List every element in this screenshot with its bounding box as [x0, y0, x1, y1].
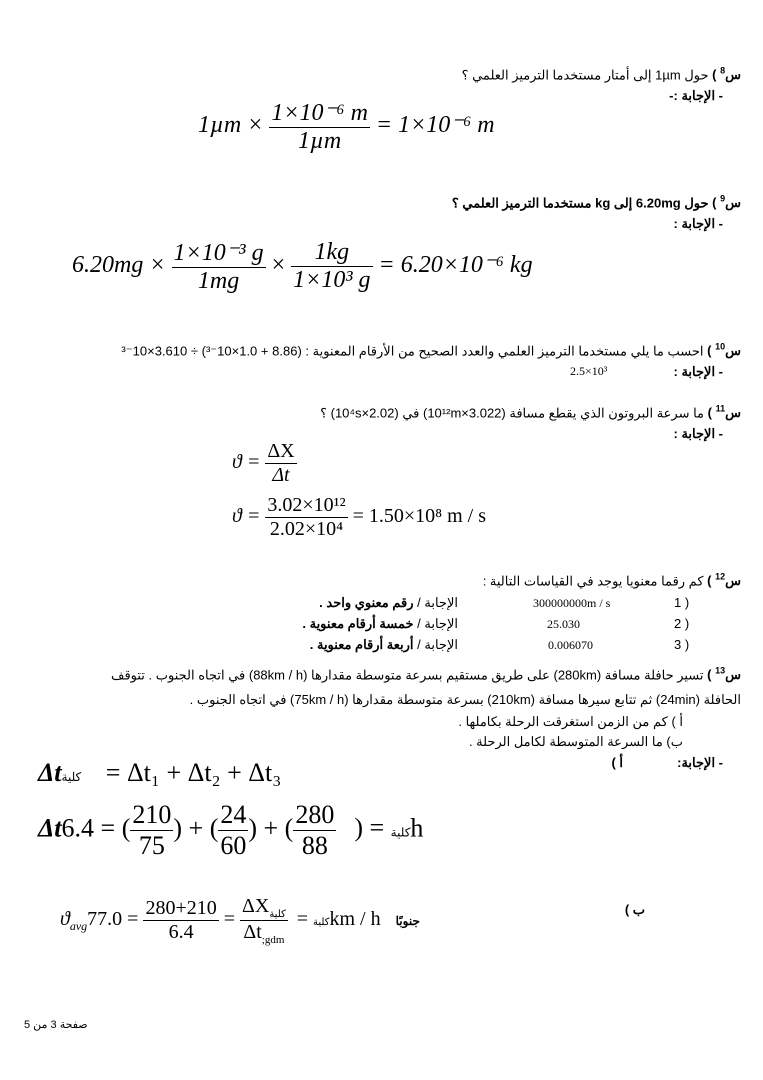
q11-answer-label: - الإجابة :: [673, 426, 723, 441]
q13-equation-1: Δtكلية = Δt₁ + Δt₂ + Δt₃: [38, 758, 282, 787]
q10-answer: 2.5×10³: [570, 364, 608, 378]
q13-answer-label: - الإجابة:: [677, 755, 723, 770]
q12-item-3-answer: الإجابة / أربعة أرقام معنوية .: [309, 637, 458, 652]
q13-question-line-2: الحافلة (24min) ثم تتابع سيرها مسافة (210km) بسرعة متوسطة مقدارها (75km / h) في اتجاه الجنوب .: [189, 692, 741, 707]
q12-item-1-number: 1 ): [674, 595, 690, 610]
page-footer: صفحة 3 من 5: [24, 1019, 88, 1031]
q11-equation-2: ϑ = $\frac{\text{3.02×10¹²}}{\text{2.02×10⁴}}$ = 1.50×10⁸ m / s: [232, 494, 487, 540]
q8-text: حول 1µm إلى أمتار مستخدما الترميز العلمي ؟: [461, 67, 709, 83]
q8-equation: 1µm × $\frac{\text{1×10⁻⁶ m}}{\text{1µm}}$ = 1×10⁻⁶ m: [198, 100, 495, 154]
q11-text: ما سرعة البروتون الذي يقطع مسافة (3.022×10¹²m) في (2.02×10⁴s) ؟: [320, 405, 705, 421]
q13-a-label: أ ): [611, 755, 623, 770]
q10-text: احسب ما يلي مستخدما الترميز العلمي والعدد الصحيح من الأرقام المعنوية : (8.86 + 1.0×10⁻³) ÷ 3.610×10⁻³: [121, 343, 704, 359]
q9-answer-label: - الإجابة :: [673, 216, 723, 231]
q8-question: [462, 66, 741, 83]
q8-number: س$^8$ ): [712, 66, 741, 83]
q12-item-2-value: 25.030: [547, 617, 580, 631]
q13-question-line-1: س$^{13}$ ) تسير حافلة مسافة (280km) على طريق مستقيم بسرعة متوسطة مقدارها (88km / h) في اتجاه الجنوب . تتوقف: [110, 666, 741, 683]
q12-question: س$^{12}$ ) كم رقما معنويا يوجد في القياسات التالية :: [482, 572, 741, 589]
q12-item-2-answer: الإجابة / خمسة أرقام معنوية .: [302, 616, 458, 631]
q12-item-2-number: 2 ): [674, 616, 690, 631]
q9-text: حول 6.20mg إلى kg مستخدما الترميز العلمي ؟: [451, 195, 709, 211]
q12-item-3-number: 3 ): [674, 637, 690, 652]
q9-question: س$^9$ ) حول 6.20mg إلى kg مستخدما الترميز العلمي ؟: [451, 194, 741, 211]
q10-answer-label: - الإجابة :: [673, 364, 723, 379]
q13-part-a: أ ) كم من الزمن استغرقت الرحلة بكاملها .: [458, 714, 683, 729]
q11-equation-1: ϑ = $\frac{\Delta X}{\Delta t}$: [232, 440, 295, 486]
q12-item-3-value: 0.006070: [548, 638, 593, 652]
q10-question: س$^{10}$ ) احسب ما يلي مستخدما الترميز العلمي والعدد الصحيح من الأرقام المعنوية : (8.86 + 1.0×10⁻³) ÷ 3.610×10⁻³: [121, 342, 741, 359]
q12-text: كم رقما معنويا يوجد في القياسات التالية :: [482, 573, 704, 589]
q13-b-label: ب ): [624, 902, 645, 917]
q13-part-b: ب) ما السرعة المتوسطة لكامل الرحلة .: [468, 734, 683, 749]
q8-answer-label: - الإجابة :-: [669, 88, 723, 103]
q13-equation-2: Δt كلية = ( $\frac{280}{88}$ ) + ( $\frac{24}{60}$ ) + ( $\frac{210}{75}$ ) = 6.4h: [38, 800, 424, 860]
q13-equation-b: $ϑ_{avg}$ كلية = $\frac{\Delta X_{كلية}}{\Delta t_{;gdm}}$ = $\frac{280+210}{6.4}$ = 77.0km / h جنوبًا: [60, 895, 420, 946]
q12-item-1-value: 300000000m / s: [533, 596, 611, 610]
q12-item-1-answer: الإجابة / رقم معنوي واحد .: [319, 595, 458, 610]
q11-question: س$^{11}$ ) ما سرعة البروتون الذي يقطع مسافة (3.022×10¹²m) في (2.02×10⁴s) ؟: [320, 404, 741, 421]
q9-equation: 6.20mg × $\frac{\text{1×10⁻³ g}}{1mg}$ × $\frac{1kg}{\text{1×10³ g}}$ = 6.20×10⁻⁶ kg: [72, 239, 533, 294]
